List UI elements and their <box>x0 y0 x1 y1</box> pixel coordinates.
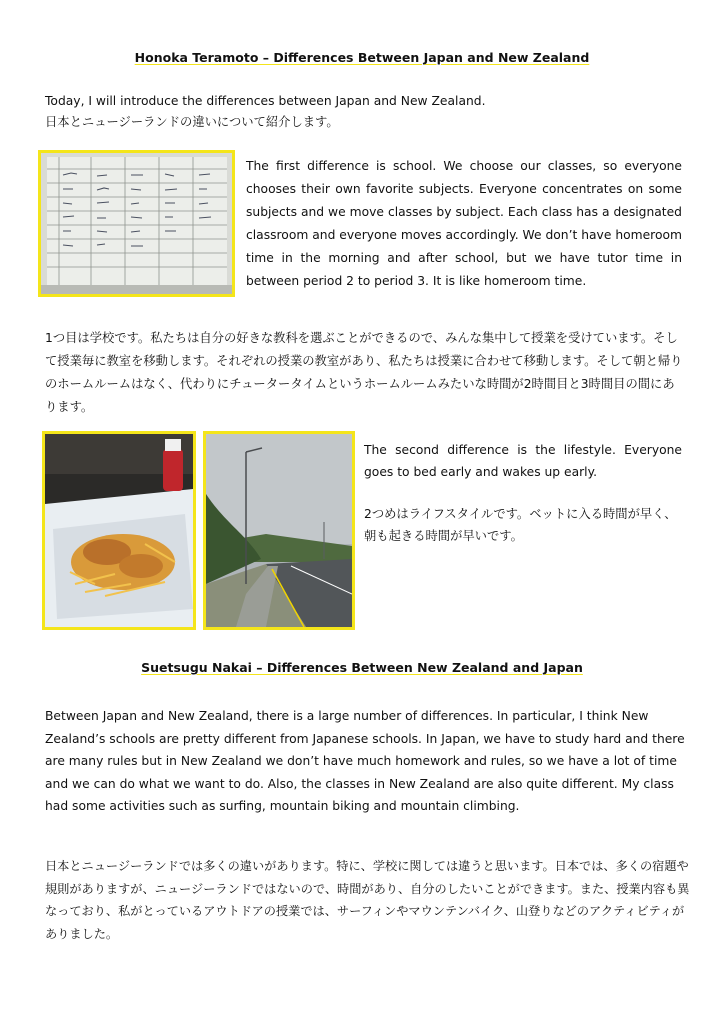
nz-japan-body-jp: 日本とニュージーランドでは多くの違いがあります。特に、学校に関しては違うと思います。日本では、多くの宿題や規則がありますが、ニュージーランドではないので、時間があり、自分のしたいことができます。また、授業内容も異なっており、私がとっているアウトドアの授業では、サーフィンやマウンテンバイク、山登りなどのアクティビティがありました。 <box>45 859 690 941</box>
lifestyle-difference-en: The second difference is the lifestyle. Everyone goes to bed early and wakes up early. <box>364 443 682 479</box>
timetable-photo <box>38 150 235 297</box>
lifestyle-difference-jp: 2つめはライフスタイルです。ベットに入る時間が早く、朝も起きる時間が早いです。 <box>364 507 677 543</box>
school-difference-en: The first difference is school. We choose our classes, so everyone chooses their own favorite subjects. Everyone concentrates on some subjects and we move classes by subject. Each class has a designated classroom and everyone moves accordingly. We don’t have homeroom time in the morning and after school, but we have tutor time in between period 2 to period 3. It is like homeroom time. <box>246 159 682 288</box>
section2-title: Suetsugu Nakai – Differences Between New Zealand and Japan <box>141 660 583 675</box>
intro-paragraph: Today, I will introduce the differences between Japan and New Zealand. 日本とニュージーランドの違いについて紹介します。 <box>45 94 486 129</box>
fish-and-chips-photo <box>42 431 196 630</box>
nz-japan-body-en: Between Japan and New Zealand, there is a large number of differences. In particular, I think New Zealand’s schools are pretty different from Japanese schools. In Japan, we have to study hard and there are many rules but in New Zealand we don’t have much homework and rules, so we have a lot of time and we can do what we want to do. Also, the classes in New Zealand are also quite different. My class had some activities such as surfing, mountain biking and mountain climbing. <box>45 709 685 813</box>
section1-title: Honoka Teramoto – Differences Between Japan and New Zealand <box>134 50 590 65</box>
school-difference-jp: 1つ目は学校です。私たちは自分の好きな教科を選ぶことができるので、みんな集中して授業を受けています。そして授業毎に教室を移動します。それぞれの授業の教室があり、私たちは授業に合わせて移動します。そして朝と帰りのホームルームはなく、代わりにチュータータイムというホームルームみたいな時間が2時間目と3時間目の間にあります。 <box>45 331 683 414</box>
road-landscape-photo <box>203 431 355 630</box>
